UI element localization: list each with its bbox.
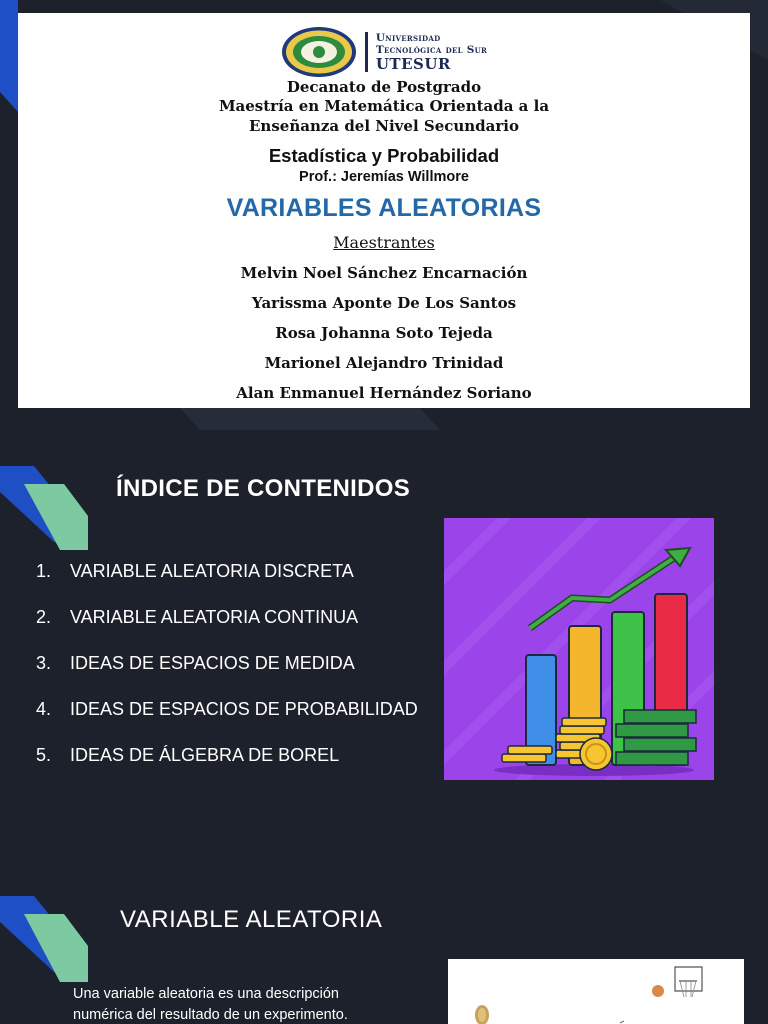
university-logo [18,25,750,79]
students-list [18,262,750,412]
list-item [36,653,418,699]
item-number: 4. [36,699,52,719]
corner-ribbon-decoration [0,460,100,570]
basketball-illustration [448,959,744,1024]
student-name: Alan Enmanuel Hernández Soriano [236,384,532,402]
growth-chart-icon [444,518,714,780]
item-label: VARIABLE ALEATORIA DISCRETA [70,561,354,581]
title-card [18,13,750,408]
item-label: IDEAS DE ÁLGEBRA DE BOREL [70,745,340,765]
list-item [36,561,418,607]
student-name: Rosa Johanna Soto Tejeda [275,324,493,342]
basketball-hoop-icon [448,959,744,1024]
item-number: 3. [36,653,52,673]
growth-chart-illustration [444,518,714,780]
university-wordmark [376,32,487,73]
section-title: VARIABLE ALEATORIA [120,906,383,933]
item-label: VARIABLE ALEATORIA CONTINUA [70,607,359,627]
program-line2: Enseñanza del Nivel Secundario [249,117,519,135]
students-heading: Maestrantes [333,233,435,252]
university-name-line1: Universidad [375,31,441,44]
definition-slide [0,862,768,1024]
list-item [36,699,418,745]
logo-divider [365,32,368,72]
faculty-name: Decanato de Postgrado [286,78,482,96]
title-slide [0,0,768,450]
student-name: Yarissma Aponte De Los Santos [251,294,517,312]
university-name-line2: Tecnológica del Sur [375,43,488,56]
item-number: 1. [36,561,52,581]
course-name: Estadística y Probabilidad [268,145,500,166]
student-name: Marionel Alejandro Trinidad [264,354,504,372]
university-seal-icon [281,26,357,78]
student-name: Melvin Noel Sánchez Encarnación [240,264,528,282]
item-label: IDEAS DE ESPACIOS DE MEDIDA [70,653,355,673]
professor-name: Prof.: Jeremías Willmore [299,169,469,185]
list-item [36,607,418,653]
list-item [36,745,418,791]
index-title: ÍNDICE DE CONTENIDOS [116,475,411,502]
item-label: IDEAS DE ESPACIOS DE PROBABILIDAD [70,699,418,719]
presentation-title: VARIABLES ALEATORIAS [226,194,542,222]
program-line1: Maestría en Matemática Orientada a la [218,97,550,115]
definition-line: Una variable aleatoria es una descripción [73,986,339,1002]
definition-text [73,984,393,1024]
definition-line: numérica del resultado de un experimento. [73,1007,348,1023]
university-acronym: UTESUR [375,54,451,73]
table-of-contents [36,561,418,791]
item-number: 5. [36,745,52,765]
item-number: 2. [36,607,52,627]
index-slide [0,450,768,862]
